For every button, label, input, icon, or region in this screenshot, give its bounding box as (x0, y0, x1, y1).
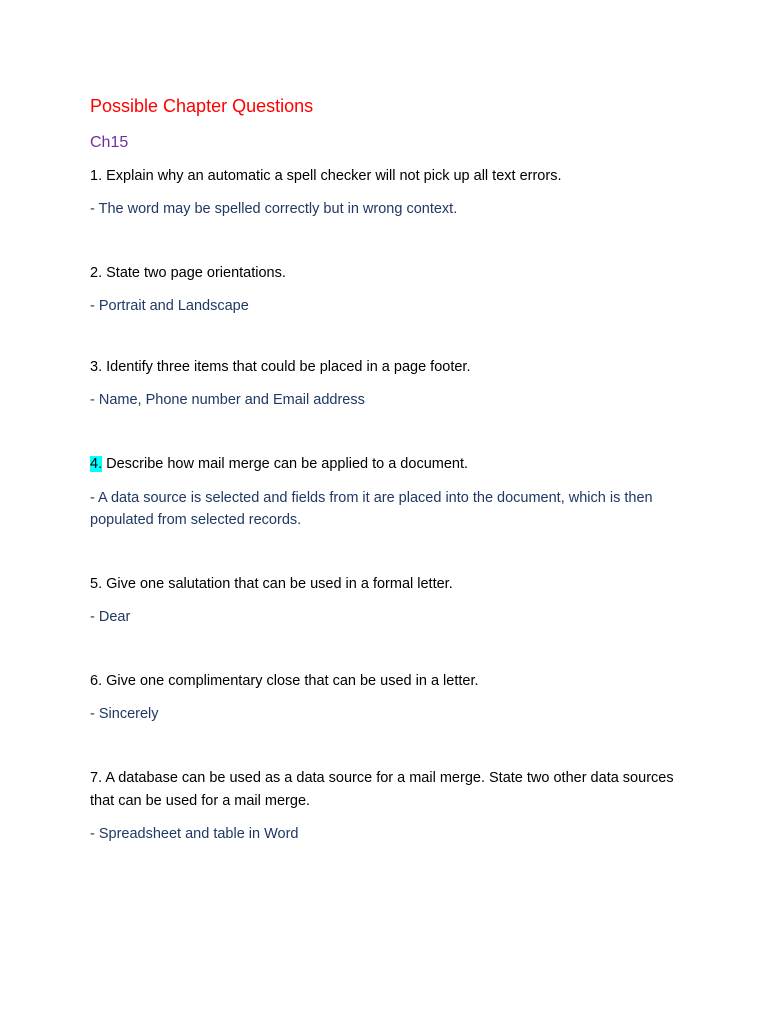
question-number-highlighted: 4. (90, 456, 103, 472)
question-text: Give one salutation that can be used in a formal letter. (106, 576, 453, 592)
question-text: Describe how mail merge can be applied to a document. (106, 456, 469, 472)
answer-7: - Spreadsheet and table in Word (90, 826, 299, 842)
answer-4: - A data source is selected and fields from it are placed into the document, which is then populated from selected records. (90, 490, 653, 528)
question-7 (90, 767, 690, 813)
question-2 (90, 262, 690, 285)
document-title: Possible Chapter Questions (90, 96, 314, 116)
question-number: 5. (90, 576, 103, 592)
question-text: Identify three items that could be placed in a page footer. (106, 359, 471, 375)
answer-2: - Portrait and Landscape (90, 298, 249, 314)
question-text: Give one complimentary close that can be used in a letter. (106, 673, 479, 689)
question-6 (90, 670, 690, 693)
question-4 (90, 453, 690, 476)
question-text: Explain why an automatic a spell checker will not pick up all text errors. (106, 168, 562, 184)
question-number: 6. (90, 673, 103, 689)
chapter-heading: Ch15 (90, 134, 129, 151)
question-3 (90, 356, 690, 379)
answer-1: - The word may be spelled correctly but in wrong context. (90, 201, 458, 217)
question-text: A database can be used as a data source for a mail merge. State two other data sources that can be used for a mail merge. (90, 770, 674, 809)
question-number: 1. (90, 168, 103, 184)
question-5 (90, 573, 690, 596)
answer-6: - Sincerely (90, 706, 159, 722)
question-1 (90, 165, 690, 188)
answer-5: - Dear (90, 609, 131, 625)
question-text: State two page orientations. (106, 265, 286, 281)
answer-3: - Name, Phone number and Email address (90, 392, 365, 408)
question-number: 3. (90, 359, 103, 375)
question-number: 7. (90, 770, 103, 786)
question-number: 2. (90, 265, 103, 281)
